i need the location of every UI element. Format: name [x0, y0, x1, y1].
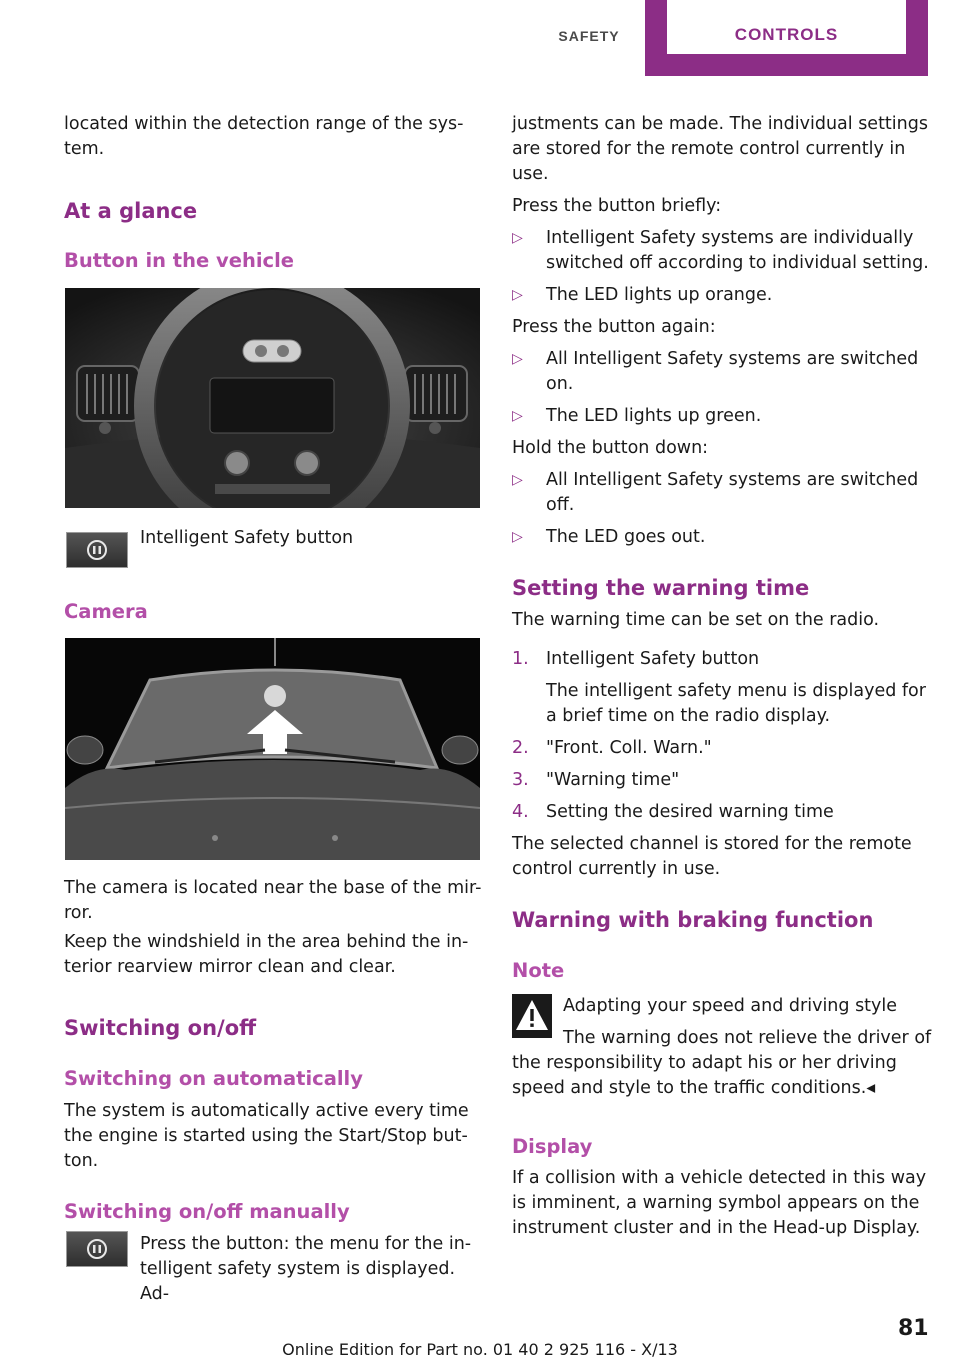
- step-number: 4.: [512, 802, 529, 822]
- again-bullet-2: The LED lights up green.: [546, 406, 762, 426]
- step-number: 1.: [512, 649, 529, 669]
- briefly-bullet-1: Intelligent Safety systems are individually switched off according to individual setting.: [546, 228, 929, 273]
- bullet-icon: ▷: [512, 287, 523, 303]
- stored-paragraph: The selected channel is stored for the remote control currently in use.: [512, 834, 912, 879]
- warning-triangle-icon: [512, 994, 552, 1038]
- heading-note: Note: [512, 959, 565, 982]
- bullet-icon: ▷: [512, 230, 523, 246]
- heading-camera: Camera: [64, 600, 148, 623]
- bullet-icon: ▷: [512, 408, 523, 424]
- display-paragraph: If a collision with a vehicle detected in this way is imminent, a warning symbol appears on the instrument cluster and in the Head-up Display.: [512, 1168, 927, 1238]
- heading-switching-on-automatically: Switching on automatically: [64, 1067, 363, 1090]
- intelligent-safety-button-icon: [66, 1231, 128, 1267]
- step-subtext: The intelligent safety menu is displayed for a brief time on the radio display.: [546, 681, 926, 726]
- press-briefly-label: Press the button briefly:: [512, 196, 722, 216]
- heading-setting-warning-time: Setting the warning time: [512, 576, 810, 600]
- warning-time-paragraph: The warning time can be set on the radio.: [512, 610, 880, 630]
- auto-paragraph: The system is automatically active every time the engine is started using the Start/Stop but- ton.: [64, 1101, 469, 1171]
- hold-down-label: Hold the button down:: [512, 438, 709, 458]
- heading-button-in-vehicle: Button in the vehicle: [64, 249, 295, 272]
- step-text: Setting the desired warning time: [546, 802, 834, 822]
- tab-safety: SAFETY: [533, 0, 645, 74]
- camera-paragraph-2: Keep the windshield in the area behind the in- terior rearview mirror clean and clear.: [64, 932, 469, 977]
- tab-controls: [645, 0, 928, 76]
- button-caption: Intelligent Safety button: [140, 528, 354, 548]
- step-number: 3.: [512, 770, 529, 790]
- windshield-camera-photo: [65, 638, 480, 860]
- bullet-icon: ▷: [512, 529, 523, 545]
- note-text-rest: the responsibility to adapt his or her driving speed and style to the traffic conditions.◂: [512, 1053, 897, 1098]
- footer-edition: Online Edition for Part no. 01 40 2 925 116 - X/13: [282, 1340, 678, 1359]
- manual-paragraph: Press the button: the menu for the in- telligent safety system is displayed. Ad-: [140, 1234, 472, 1304]
- step-number: 2.: [512, 738, 529, 758]
- tab-controls-label: CONTROLS: [667, 0, 906, 54]
- heading-display: Display: [512, 1135, 593, 1158]
- heading-switching-on-off: Switching on/off: [64, 1016, 257, 1040]
- bullet-icon: ▷: [512, 472, 523, 488]
- continuation-paragraph: justments can be made. The individual settings are stored for the remote control currently in use.: [512, 114, 928, 184]
- camera-paragraph-1: The camera is located near the base of the mir- ror.: [64, 878, 482, 923]
- note-text-line-1: The warning does not relieve the driver of: [563, 1028, 932, 1048]
- hold-bullet-2: The LED goes out.: [546, 527, 706, 547]
- heading-switching-manually: Switching on/off manually: [64, 1200, 350, 1223]
- hold-bullet-1: All Intelligent Safety systems are switched off.: [546, 470, 919, 515]
- press-again-label: Press the button again:: [512, 317, 716, 337]
- page-number: 81: [898, 1316, 929, 1341]
- heading-warning-braking: Warning with braking function: [512, 908, 874, 932]
- step-text: "Warning time": [546, 770, 680, 790]
- dashboard-photo: [65, 288, 480, 508]
- intro-text: located within the detection range of the sys- tem.: [64, 114, 464, 159]
- briefly-bullet-2: The LED lights up orange.: [546, 285, 773, 305]
- heading-at-a-glance: At a glance: [64, 199, 198, 223]
- again-bullet-1: All Intelligent Safety systems are switched on.: [546, 349, 919, 394]
- step-text: Intelligent Safety button: [546, 649, 760, 669]
- note-title: Adapting your speed and driving style: [563, 996, 898, 1016]
- step-text: "Front. Coll. Warn.": [546, 738, 712, 758]
- bullet-icon: ▷: [512, 351, 523, 367]
- intelligent-safety-button-icon: [66, 532, 128, 568]
